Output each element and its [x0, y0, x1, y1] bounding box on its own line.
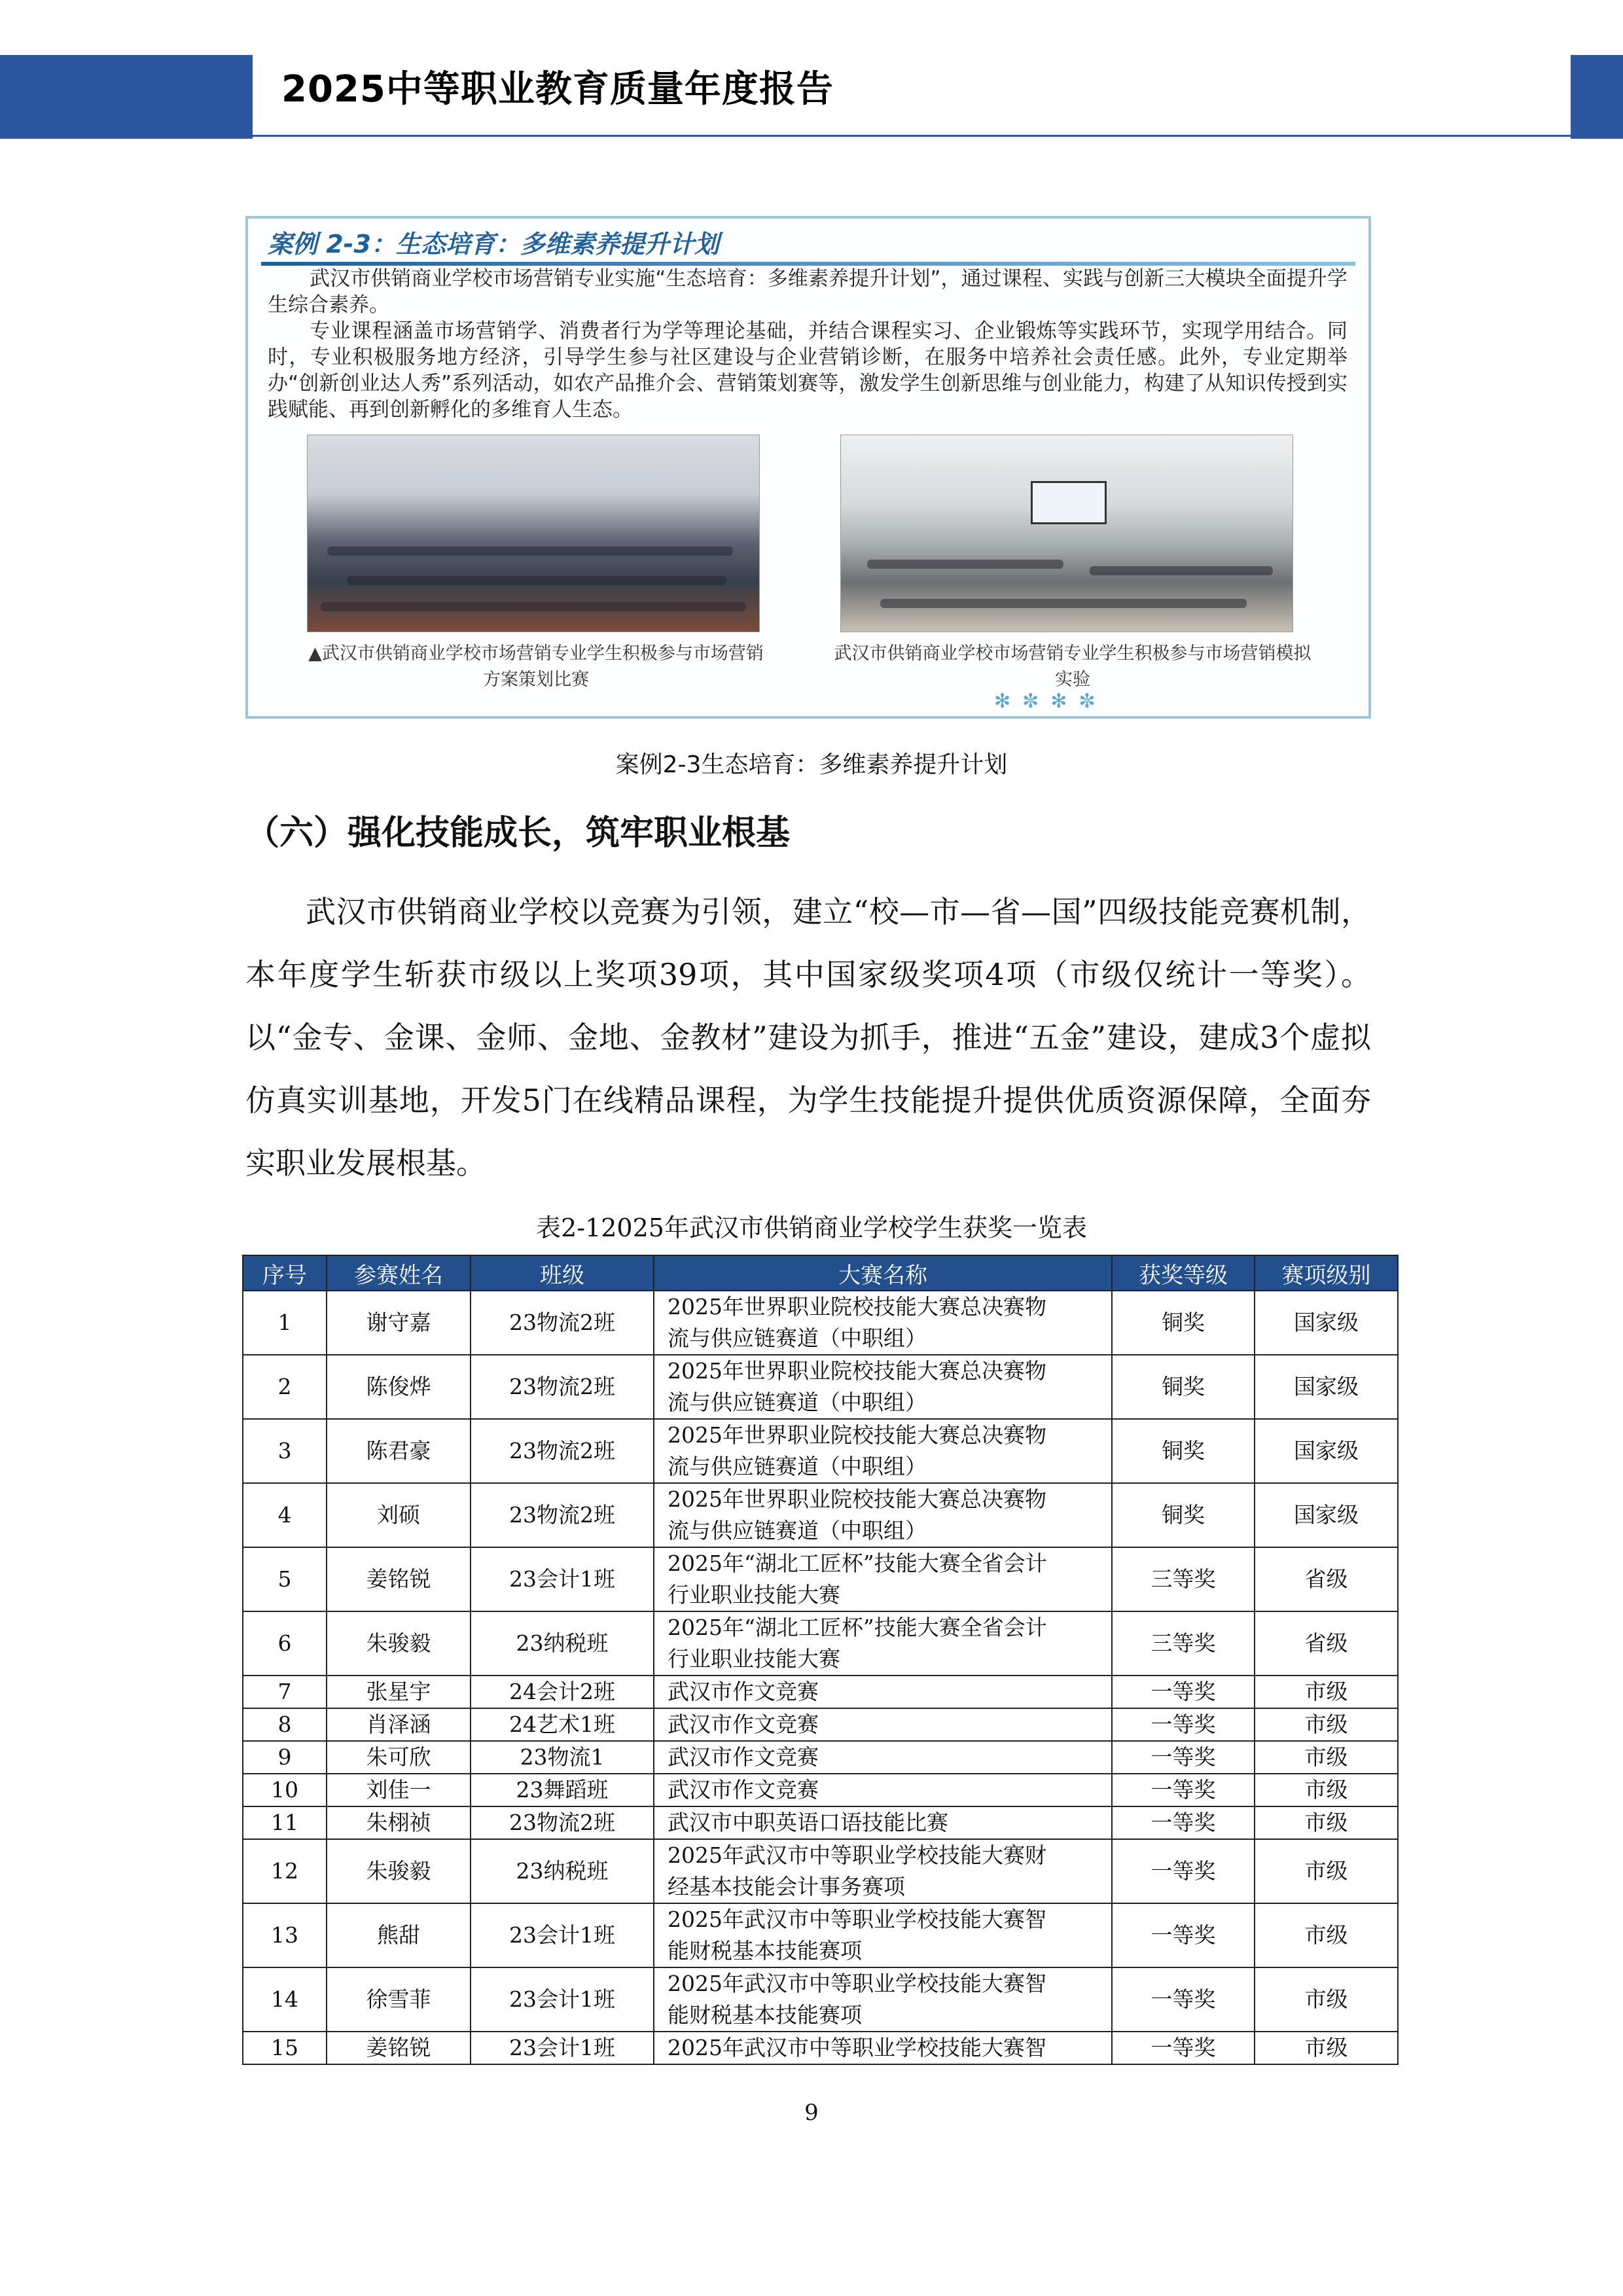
- photo-caption-right: 武汉市供销商业学校市场营销专业学生积极参与市场营销模拟实验: [834, 643, 1311, 690]
- competition-line: 武汉市作文竞赛: [668, 1712, 819, 1737]
- competition-line: 经基本技能会计事务赛项: [668, 1874, 905, 1899]
- cell-name: 张星宇: [327, 1676, 471, 1708]
- cell-level: 省级: [1255, 1611, 1398, 1676]
- cell-competition: [654, 1741, 1112, 1774]
- competition-line: 能财税基本技能赛项: [668, 2002, 862, 2028]
- competition-line: 武汉市作文竞赛: [668, 1777, 819, 1803]
- table-row: [243, 1741, 1398, 1774]
- cell-no: 3: [243, 1419, 327, 1483]
- cell-no: 2: [243, 1355, 327, 1419]
- table-row: [243, 1611, 1398, 1676]
- cell-competition: [654, 1967, 1112, 2032]
- cell-no: 7: [243, 1676, 327, 1708]
- competition-line: 行业职业技能大赛: [668, 1582, 840, 1607]
- cell-level: 国家级: [1255, 1291, 1398, 1355]
- cell-no: 14: [243, 1967, 327, 2032]
- page-number: 9: [804, 2100, 819, 2126]
- body-text: 武汉市供销商业学校以竞赛为引领，建立“校—市—省—国”四级技能竞赛机制，本年度学生斩获市级以上奖项39项，其中国家级奖项4项（市级仅统计一等奖）。以“金专、金课、金师、金地、金教材”建设为抓手，推进“五金”建设，建成3个虚拟仿真实训基地，开发5门在线精品课程，为学生技能提升提供优质资源保障，全面夯实职业发展根基。: [245, 894, 1371, 1181]
- table-caption: 表2-12025年武汉市供销商业学校学生获奖一览表: [536, 1213, 1087, 1242]
- cell-level: 市级: [1255, 1741, 1398, 1774]
- table-row: [243, 1676, 1398, 1708]
- cell-name: 肖泽涵: [327, 1708, 471, 1741]
- col-header-class: 班级: [471, 1255, 654, 1291]
- cell-competition: [654, 1676, 1112, 1708]
- cell-level: 市级: [1255, 1903, 1398, 1967]
- photo-caption-left: ▲武汉市供销商业学校市场营销专业学生积极参与市场营销方案策划比赛: [308, 643, 764, 690]
- col-header-no: 序号: [243, 1255, 327, 1291]
- cell-no: 12: [243, 1839, 327, 1903]
- page-header-title: 2025中等职业教育质量年度报告: [281, 68, 834, 111]
- cell-no: 13: [243, 1903, 327, 1967]
- cell-name: 熊甜: [327, 1903, 471, 1967]
- case-title: 案例 2-3：生态培育：多维素养提升计划: [268, 230, 719, 259]
- cell-class: 23物流2班: [471, 1355, 654, 1419]
- competition-line: 2025年世界职业院校技能大赛总决赛物: [668, 1358, 1046, 1384]
- col-header-name: 参赛姓名: [327, 1255, 471, 1291]
- cell-class: 24会计2班: [471, 1676, 654, 1708]
- competition-line: 流与供应链赛道（中职组）: [668, 1325, 927, 1351]
- competition-line: 2025年“湖北工匠杯”技能大赛全省会计: [668, 1615, 1047, 1640]
- cell-name: 朱可欣: [327, 1741, 471, 1774]
- cell-no: 8: [243, 1708, 327, 1741]
- cell-competition: [654, 1355, 1112, 1419]
- cell-competition: [654, 1806, 1112, 1839]
- cell-level: 省级: [1255, 1547, 1398, 1611]
- case-body: [268, 266, 1347, 423]
- cell-competition: [654, 1611, 1112, 1676]
- classroom-photo-left: [307, 435, 760, 632]
- cell-competition: [654, 1774, 1112, 1806]
- cell-no: 9: [243, 1741, 327, 1774]
- cell-award: 一等奖: [1112, 1741, 1255, 1774]
- competition-line: 2025年“湖北工匠杯”技能大赛全省会计: [668, 1551, 1047, 1576]
- competition-line: 武汉市作文竞赛: [668, 1679, 819, 1704]
- table-body: [243, 1291, 1398, 2064]
- cell-award: 铜奖: [1112, 1291, 1255, 1355]
- case-paragraph: 专业课程涵盖市场营销学、消费者行为学等理论基础，并结合课程实习、企业锻炼等实践环节，实现学用结合。同时，专业积极服务地方经济，引导学生参与社区建设与企业营销诊断，在服务中培养社会责任感。此外，专业定期举办“创新创业达人秀”系列活动，如农产品推介会、营销策划赛等，激发学生创新思维与创业能力，构建了从知识传授到实践赋能、再到创新孵化的多维育人生态。: [268, 319, 1347, 422]
- cell-level: 市级: [1255, 1676, 1398, 1708]
- competition-line: 能财税基本技能赛项: [668, 1938, 862, 1964]
- cell-award: 铜奖: [1112, 1483, 1255, 1547]
- cell-class: 23纳税班: [471, 1611, 654, 1676]
- table-row: [243, 1547, 1398, 1611]
- case-box: [245, 216, 1371, 719]
- cell-class: 23物流2班: [471, 1291, 654, 1355]
- competition-line: 2025年武汉市中等职业学校技能大赛智: [668, 1971, 1046, 1996]
- cell-award: 一等奖: [1112, 1967, 1255, 2032]
- table-header-row: [243, 1255, 1398, 1291]
- col-header-competition: 大赛名称: [654, 1255, 1112, 1291]
- table-row: [243, 1903, 1398, 1967]
- snowflake-decoration-icon: ✻✼✻✼: [994, 690, 1107, 713]
- table-row: [243, 1483, 1398, 1547]
- cell-award: 三等奖: [1112, 1611, 1255, 1676]
- cell-no: 6: [243, 1611, 327, 1676]
- cell-competition: [654, 2032, 1112, 2064]
- cell-no: 1: [243, 1291, 327, 1355]
- col-header-award: 获奖等级: [1112, 1255, 1255, 1291]
- competition-line: 流与供应链赛道（中职组）: [668, 1390, 927, 1415]
- cell-no: 15: [243, 2032, 327, 2064]
- table-row: [243, 1806, 1398, 1839]
- competition-line: 2025年武汉市中等职业学校技能大赛智: [668, 1907, 1046, 1932]
- table-row: [243, 1839, 1398, 1903]
- section-heading: （六）强化技能成长，筑牢职业根基: [245, 814, 791, 853]
- cell-name: 谢守嘉: [327, 1291, 471, 1355]
- cell-award: 一等奖: [1112, 1708, 1255, 1741]
- body-paragraph: [245, 880, 1371, 1194]
- competition-line: 武汉市作文竞赛: [668, 1744, 819, 1770]
- cell-class: 23会计1班: [471, 1903, 654, 1967]
- case-paragraph: 武汉市供销商业学校市场营销专业实施“生态培育：多维素养提升计划”，通过课程、实践与创新三大模块全面提升学生综合素养。: [268, 267, 1347, 317]
- cell-name: 陈君豪: [327, 1419, 471, 1483]
- classroom-photo-right: [840, 435, 1293, 632]
- competition-line: 行业职业技能大赛: [668, 1646, 840, 1672]
- cell-name: 姜铭锐: [327, 1547, 471, 1611]
- cell-no: 11: [243, 1806, 327, 1839]
- cell-class: 23物流1: [471, 1741, 654, 1774]
- cell-no: 5: [243, 1547, 327, 1611]
- col-header-level: 赛项级别: [1255, 1255, 1398, 1291]
- cell-name: 刘硕: [327, 1483, 471, 1547]
- cell-award: 一等奖: [1112, 1839, 1255, 1903]
- competition-line: 流与供应链赛道（中职组）: [668, 1454, 927, 1479]
- competition-line: 武汉市中职英语口语技能比赛: [668, 1810, 948, 1835]
- table-row: [243, 1419, 1398, 1483]
- cell-competition: [654, 1419, 1112, 1483]
- table-row: [243, 1774, 1398, 1806]
- cell-name: 朱栩祯: [327, 1806, 471, 1839]
- cell-level: 市级: [1255, 1839, 1398, 1903]
- table-row: [243, 1355, 1398, 1419]
- cell-class: 23会计1班: [471, 1967, 654, 2032]
- cell-award: 一等奖: [1112, 2032, 1255, 2064]
- competition-line: 2025年武汉市中等职业学校技能大赛财: [668, 1842, 1046, 1868]
- cell-level: 市级: [1255, 1774, 1398, 1806]
- cell-award: 一等奖: [1112, 1676, 1255, 1708]
- cell-no: 10: [243, 1774, 327, 1806]
- header-bar-right: [1571, 55, 1623, 139]
- header-bar-left: [0, 55, 253, 139]
- awards-table: [242, 1255, 1399, 2065]
- cell-level: 市级: [1255, 1708, 1398, 1741]
- cell-name: 朱骏毅: [327, 1611, 471, 1676]
- cell-award: 一等奖: [1112, 1903, 1255, 1967]
- cell-class: 23纳税班: [471, 1839, 654, 1903]
- competition-line: 2025年武汉市中等职业学校技能大赛智: [668, 2035, 1046, 2060]
- cell-name: 姜铭锐: [327, 2032, 471, 2064]
- header-rule: [253, 135, 1571, 137]
- competition-line: 2025年世界职业院校技能大赛总决赛物: [668, 1294, 1046, 1319]
- cell-award: 一等奖: [1112, 1806, 1255, 1839]
- cell-competition: [654, 1839, 1112, 1903]
- cell-level: 市级: [1255, 2032, 1398, 2064]
- cell-award: 三等奖: [1112, 1547, 1255, 1611]
- cell-name: 刘佳一: [327, 1774, 471, 1806]
- cell-name: 徐雪菲: [327, 1967, 471, 2032]
- table-row: [243, 1967, 1398, 2032]
- cell-class: 23物流2班: [471, 1806, 654, 1839]
- cell-name: 朱骏毅: [327, 1839, 471, 1903]
- competition-line: 2025年世界职业院校技能大赛总决赛物: [668, 1422, 1046, 1448]
- cell-level: 国家级: [1255, 1419, 1398, 1483]
- cell-competition: [654, 1903, 1112, 1967]
- cell-level: 国家级: [1255, 1355, 1398, 1419]
- cell-class: 24艺术1班: [471, 1708, 654, 1741]
- table-row: [243, 2032, 1398, 2064]
- cell-level: 国家级: [1255, 1483, 1398, 1547]
- cell-class: 23会计1班: [471, 1547, 654, 1611]
- cell-level: 市级: [1255, 1967, 1398, 2032]
- cell-award: 铜奖: [1112, 1419, 1255, 1483]
- cell-competition: [654, 1708, 1112, 1741]
- figure-caption: 案例2-3生态培育：多维素养提升计划: [615, 751, 1008, 778]
- cell-class: 23物流2班: [471, 1419, 654, 1483]
- cell-level: 市级: [1255, 1806, 1398, 1839]
- cell-name: 陈俊烨: [327, 1355, 471, 1419]
- cell-competition: [654, 1547, 1112, 1611]
- cell-class: 23会计1班: [471, 2032, 654, 2064]
- cell-competition: [654, 1291, 1112, 1355]
- cell-no: 4: [243, 1483, 327, 1547]
- cell-class: 23舞蹈班: [471, 1774, 654, 1806]
- competition-line: 流与供应链赛道（中职组）: [668, 1518, 927, 1543]
- cell-competition: [654, 1483, 1112, 1547]
- table-row: [243, 1291, 1398, 1355]
- competition-line: 2025年世界职业院校技能大赛总决赛物: [668, 1486, 1046, 1512]
- cell-award: 铜奖: [1112, 1355, 1255, 1419]
- cell-class: 23物流2班: [471, 1483, 654, 1547]
- cell-award: 一等奖: [1112, 1774, 1255, 1806]
- table-row: [243, 1708, 1398, 1741]
